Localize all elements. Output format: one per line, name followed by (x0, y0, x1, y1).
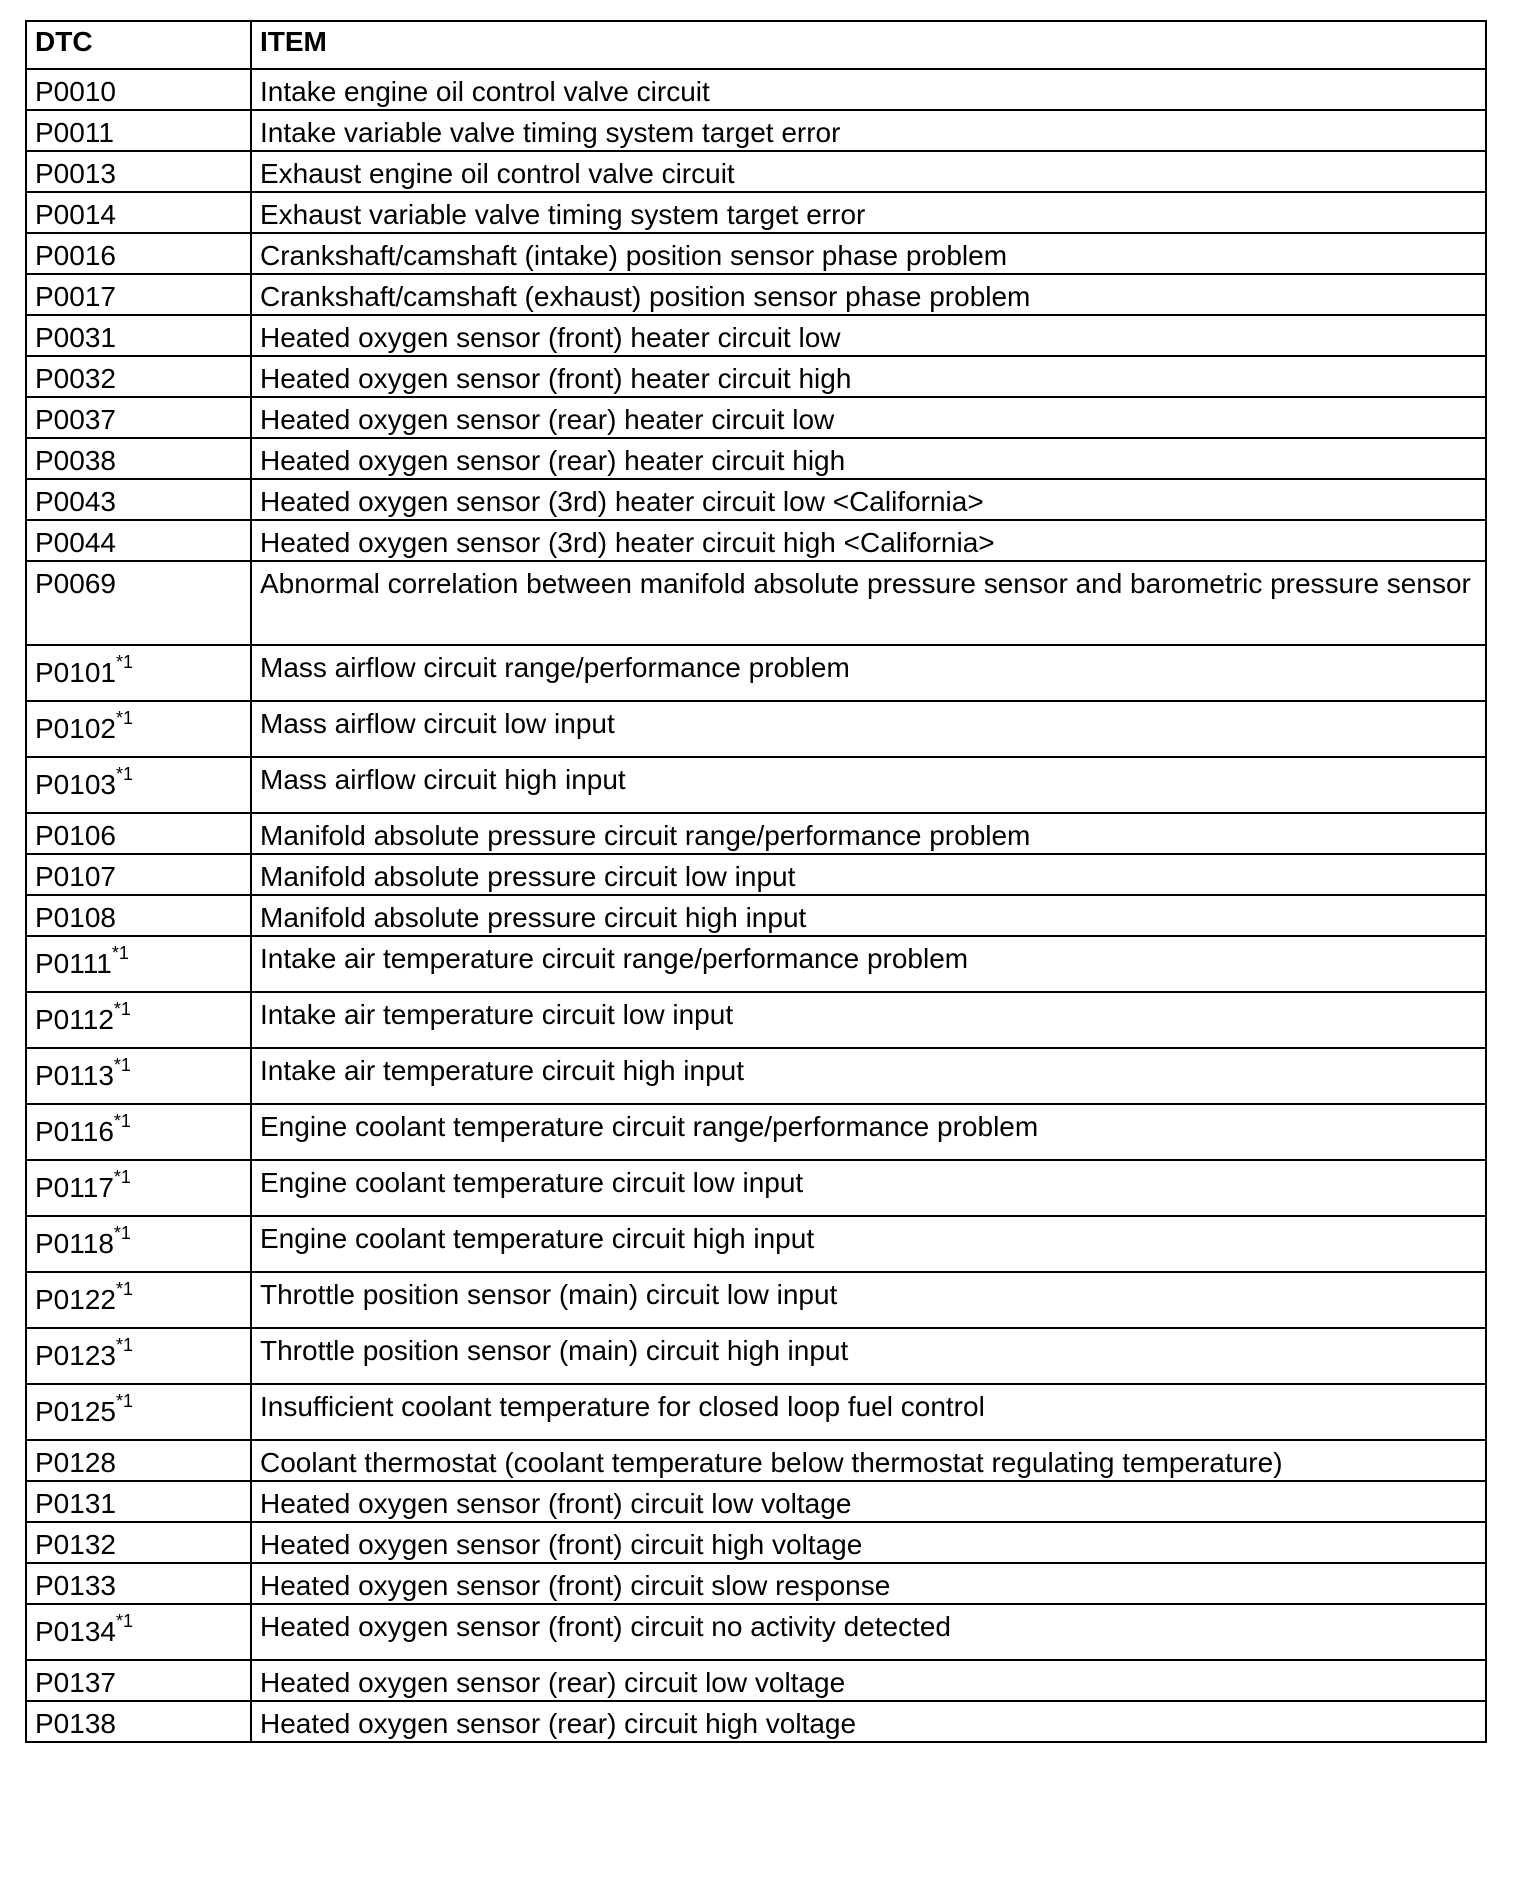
table-row (26, 274, 1486, 315)
dtc-code-cell (26, 1328, 251, 1384)
dtc-code: P0038 (35, 445, 116, 476)
dtc-code-cell (26, 397, 251, 438)
dtc-item-description: Heated oxygen sensor (rear) heater circuit low (251, 397, 1486, 438)
table-row (26, 1104, 1486, 1160)
dtc-item-description: Throttle position sensor (main) circuit low input (251, 1272, 1486, 1328)
dtc-item-description: Throttle position sensor (main) circuit high input (251, 1328, 1486, 1384)
dtc-item-description: Exhaust variable valve timing system target error (251, 192, 1486, 233)
table-row (26, 151, 1486, 192)
dtc-code-cell (26, 561, 251, 645)
dtc-code-cell (26, 1481, 251, 1522)
dtc-item-description: Manifold absolute pressure circuit range/performance problem (251, 813, 1486, 854)
dtc-code-cell (26, 1440, 251, 1481)
dtc-column-header: DTC (26, 21, 251, 69)
dtc-code-cell (26, 992, 251, 1048)
dtc-code: P0106 (35, 820, 116, 851)
table-row (26, 520, 1486, 561)
dtc-code-cell (26, 854, 251, 895)
dtc-code: P0131 (35, 1488, 116, 1519)
dtc-item-description: Insufficient coolant temperature for closed loop fuel control (251, 1384, 1486, 1440)
dtc-item-description: Engine coolant temperature circuit range/performance problem (251, 1104, 1486, 1160)
table-row (26, 1522, 1486, 1563)
dtc-code-cell (26, 895, 251, 936)
dtc-code: P0010 (35, 76, 116, 107)
dtc-code: P0118 (35, 1228, 114, 1259)
table-row (26, 561, 1486, 645)
dtc-item-description: Crankshaft/camshaft (exhaust) position sensor phase problem (251, 274, 1486, 315)
dtc-item-description: Intake air temperature circuit high input (251, 1048, 1486, 1104)
footnote-marker: *1 (113, 1166, 131, 1187)
dtc-code-cell (26, 69, 251, 110)
table-row (26, 1272, 1486, 1328)
dtc-code: P0108 (35, 902, 116, 933)
dtc-code-cell (26, 1272, 251, 1328)
footnote-marker: *1 (115, 707, 133, 728)
dtc-code-cell (26, 233, 251, 274)
dtc-code-cell (26, 813, 251, 854)
table-row (26, 192, 1486, 233)
dtc-code-cell (26, 479, 251, 520)
dtc-code: P0134 (35, 1616, 116, 1647)
table-row (26, 1048, 1486, 1104)
dtc-item-description: Manifold absolute pressure circuit low input (251, 854, 1486, 895)
dtc-code: P0011 (35, 117, 114, 148)
dtc-item-description: Abnormal correlation between manifold absolute pressure sensor and barometric pressure sensor (251, 561, 1486, 645)
footnote-marker: *1 (113, 1110, 131, 1131)
dtc-code-cell (26, 192, 251, 233)
dtc-code: P0133 (35, 1570, 116, 1601)
dtc-code-cell (26, 1216, 251, 1272)
dtc-item-description: Heated oxygen sensor (rear) heater circuit high (251, 438, 1486, 479)
dtc-code: P0132 (35, 1529, 116, 1560)
dtc-code: P0125 (35, 1396, 116, 1427)
dtc-item-description: Heated oxygen sensor (front) circuit no activity detected (251, 1604, 1486, 1660)
table-row (26, 1660, 1486, 1701)
table-row (26, 438, 1486, 479)
dtc-code: P0103 (35, 769, 116, 800)
dtc-code-cell (26, 1660, 251, 1701)
dtc-item-description: Heated oxygen sensor (rear) circuit low voltage (251, 1660, 1486, 1701)
dtc-code-cell (26, 1563, 251, 1604)
dtc-item-description: Heated oxygen sensor (front) circuit low voltage (251, 1481, 1486, 1522)
table-row (26, 645, 1486, 701)
dtc-code: P0032 (35, 363, 116, 394)
dtc-code: P0137 (35, 1667, 116, 1698)
table-row (26, 757, 1486, 813)
footnote-marker: *1 (115, 763, 133, 784)
table-row (26, 1440, 1486, 1481)
table-row (26, 69, 1486, 110)
table-row (26, 110, 1486, 151)
dtc-code: P0031 (35, 322, 116, 353)
dtc-code: P0017 (35, 281, 116, 312)
dtc-item-description: Mass airflow circuit low input (251, 701, 1486, 757)
table-row (26, 1384, 1486, 1440)
dtc-item-description: Heated oxygen sensor (rear) circuit high voltage (251, 1701, 1486, 1742)
table-row (26, 1563, 1486, 1604)
dtc-item-description: Exhaust engine oil control valve circuit (251, 151, 1486, 192)
table-row (26, 479, 1486, 520)
dtc-code-cell (26, 1160, 251, 1216)
dtc-item-description: Manifold absolute pressure circuit high input (251, 895, 1486, 936)
dtc-code: P0122 (35, 1284, 116, 1315)
dtc-code: P0037 (35, 404, 116, 435)
dtc-item-description: Heated oxygen sensor (3rd) heater circuit high <California> (251, 520, 1486, 561)
footnote-marker: *1 (113, 1054, 131, 1075)
table-row (26, 701, 1486, 757)
dtc-item-description: Intake air temperature circuit low input (251, 992, 1486, 1048)
dtc-item-description: Heated oxygen sensor (front) heater circuit low (251, 315, 1486, 356)
dtc-code-cell (26, 274, 251, 315)
dtc-code: P0116 (35, 1116, 114, 1147)
dtc-code: P0107 (35, 861, 116, 892)
table-row (26, 397, 1486, 438)
dtc-item-description: Heated oxygen sensor (front) circuit slow response (251, 1563, 1486, 1604)
dtc-item-description: Mass airflow circuit high input (251, 757, 1486, 813)
table-row (26, 1160, 1486, 1216)
dtc-code: P0113 (35, 1060, 114, 1091)
dtc-code-cell (26, 520, 251, 561)
table-body (26, 69, 1486, 1742)
dtc-code-cell (26, 1604, 251, 1660)
dtc-item-description: Intake variable valve timing system target error (251, 110, 1486, 151)
dtc-code-cell (26, 1104, 251, 1160)
dtc-code: P0044 (35, 527, 116, 558)
dtc-item-description: Engine coolant temperature circuit low input (251, 1160, 1486, 1216)
dtc-item-description: Crankshaft/camshaft (intake) position sensor phase problem (251, 233, 1486, 274)
footnote-marker: *1 (115, 651, 133, 672)
table-row (26, 233, 1486, 274)
dtc-code: P0111 (35, 948, 112, 979)
table-row (26, 813, 1486, 854)
dtc-code: P0043 (35, 486, 116, 517)
dtc-code-cell (26, 1522, 251, 1563)
dtc-code-cell (26, 356, 251, 397)
table-row (26, 936, 1486, 992)
dtc-code-cell (26, 757, 251, 813)
footnote-marker: *1 (115, 1390, 133, 1411)
dtc-document (25, 20, 1485, 1743)
dtc-code-cell (26, 645, 251, 701)
dtc-code: P0117 (35, 1172, 114, 1203)
table-row (26, 315, 1486, 356)
footnote-marker: *1 (115, 1334, 133, 1355)
dtc-code: P0101 (35, 657, 116, 688)
table-row (26, 854, 1486, 895)
dtc-code: P0014 (35, 199, 116, 230)
dtc-item-description: Heated oxygen sensor (front) heater circuit high (251, 356, 1486, 397)
table-row (26, 992, 1486, 1048)
dtc-item-description: Mass airflow circuit range/performance problem (251, 645, 1486, 701)
dtc-code-cell (26, 1701, 251, 1742)
table-row (26, 1216, 1486, 1272)
dtc-item-description: Heated oxygen sensor (front) circuit high voltage (251, 1522, 1486, 1563)
footnote-marker: *1 (113, 998, 131, 1019)
dtc-code: P0069 (35, 568, 116, 599)
table-header-row (26, 21, 1486, 69)
dtc-code-cell (26, 936, 251, 992)
dtc-item-description: Heated oxygen sensor (3rd) heater circuit low <California> (251, 479, 1486, 520)
dtc-code-cell (26, 1048, 251, 1104)
footnote-marker: *1 (111, 942, 129, 963)
footnote-marker: *1 (115, 1610, 133, 1631)
dtc-code: P0123 (35, 1340, 116, 1371)
dtc-code: P0102 (35, 713, 116, 744)
footnote-marker: *1 (115, 1278, 133, 1299)
dtc-code-cell (26, 1384, 251, 1440)
table-row (26, 895, 1486, 936)
table-row (26, 1328, 1486, 1384)
dtc-code: P0128 (35, 1447, 116, 1478)
table-row (26, 1481, 1486, 1522)
dtc-item-description: Intake air temperature circuit range/performance problem (251, 936, 1486, 992)
dtc-item-description: Coolant thermostat (coolant temperature below thermostat regulating temperature) (251, 1440, 1486, 1481)
dtc-code-cell (26, 438, 251, 479)
dtc-item-description: Intake engine oil control valve circuit (251, 69, 1486, 110)
table-row (26, 356, 1486, 397)
dtc-code-cell (26, 110, 251, 151)
dtc-table (25, 20, 1487, 1743)
dtc-item-description: Engine coolant temperature circuit high input (251, 1216, 1486, 1272)
dtc-code: P0013 (35, 158, 116, 189)
table-row (26, 1701, 1486, 1742)
item-column-header: ITEM (251, 21, 1486, 69)
dtc-code-cell (26, 701, 251, 757)
dtc-code-cell (26, 315, 251, 356)
dtc-code: P0138 (35, 1708, 116, 1739)
table-row (26, 1604, 1486, 1660)
footnote-marker: *1 (113, 1222, 131, 1243)
dtc-code: P0016 (35, 240, 116, 271)
dtc-code: P0112 (35, 1004, 114, 1035)
dtc-code-cell (26, 151, 251, 192)
